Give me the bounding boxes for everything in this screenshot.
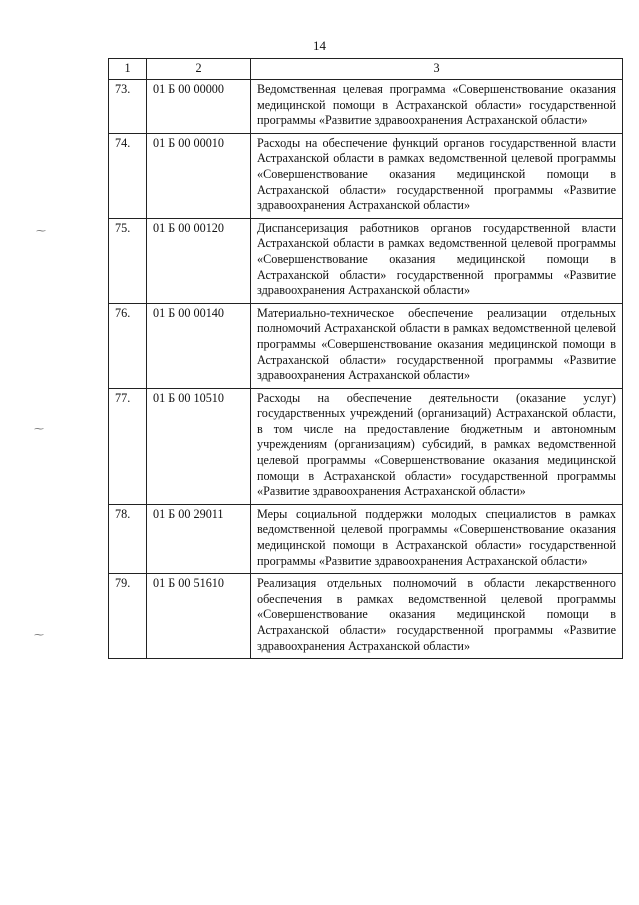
row-code: 01 Б 00 51610 — [147, 574, 251, 659]
row-number: 75. — [109, 218, 147, 303]
row-code: 01 Б 00 10510 — [147, 388, 251, 504]
row-code: 01 Б 00 29011 — [147, 504, 251, 573]
row-description: Расходы на обеспечение функций органов государственной власти Астраханской области в рамках ведомственной целевой программы «Совершенствование оказания медицинской помощи в Астраханской области» государственной программы «Развитие здравоохранения Астраханской области» — [251, 133, 623, 218]
margin-scan-mark: ⁓ — [36, 226, 46, 237]
row-number: 77. — [109, 388, 147, 504]
row-number: 78. — [109, 504, 147, 573]
table-row — [109, 574, 623, 659]
page-number: 14 — [313, 38, 326, 53]
row-code: 01 Б 00 00000 — [147, 80, 251, 134]
table-row — [109, 504, 623, 573]
row-code: 01 Б 00 00010 — [147, 133, 251, 218]
column-header-code: 2 — [147, 59, 251, 80]
table-row — [109, 388, 623, 504]
row-description: Расходы на обеспечение деятельности (оказание услуг) государственных учреждений (организаций) Астраханской области, в том числе на предоставление бюджетным и автономным учреждениям (организациям) субсидий, в рамках ведомственной целевой программы «Совершенствование оказания медицинской помощи в Астраханской области» государственной программы «Развитие здравоохранения Астраханской области» — [251, 388, 623, 504]
row-code: 01 Б 00 00120 — [147, 218, 251, 303]
margin-scan-mark: ⁓ — [34, 630, 44, 641]
budget-classification-table — [108, 58, 623, 659]
row-number: 74. — [109, 133, 147, 218]
table-row — [109, 133, 623, 218]
row-description: Материально-техническое обеспечение реализации отдельных полномочий Астраханской области в рамках ведомственной целевой программы «Совершенствование оказания медицинской помощи в Астраханской области» государственной программы «Развитие здравоохранения Астраханской области» — [251, 303, 623, 388]
column-header-number: 1 — [109, 59, 147, 80]
row-description: Диспансеризация работников органов государственной власти Астраханской области в рамках ведомственной целевой программы «Совершенствование оказания медицинской помощи в Астраханской области» государственной программы «Развитие здравоохранения Астраханской области» — [251, 218, 623, 303]
table-header-row — [109, 59, 623, 80]
column-header-description: 3 — [251, 59, 623, 80]
margin-scan-mark: ⁓ — [34, 424, 44, 435]
row-description: Ведомственная целевая программа «Совершенствование оказания медицинской помощи в Астраханской области» государственной программы «Развитие здравоохранения Астраханской области» — [251, 80, 623, 134]
table-row — [109, 218, 623, 303]
row-code: 01 Б 00 00140 — [147, 303, 251, 388]
row-number: 73. — [109, 80, 147, 134]
table-row — [109, 303, 623, 388]
row-description: Реализация отдельных полномочий в области лекарственного обеспечения в рамках ведомственной целевой программы «Совершенствование оказания медицинской помощи в Астраханской области» государственной программы «Развитие здравоохранения Астраханской области» — [251, 574, 623, 659]
row-description: Меры социальной поддержки молодых специалистов в рамках ведомственной целевой программы «Совершенствование оказания медицинской помощи в Астраханской области» государственной программы «Развитие здравоохранения Астраханской области» — [251, 504, 623, 573]
row-number: 76. — [109, 303, 147, 388]
row-number: 79. — [109, 574, 147, 659]
table-row — [109, 80, 623, 134]
